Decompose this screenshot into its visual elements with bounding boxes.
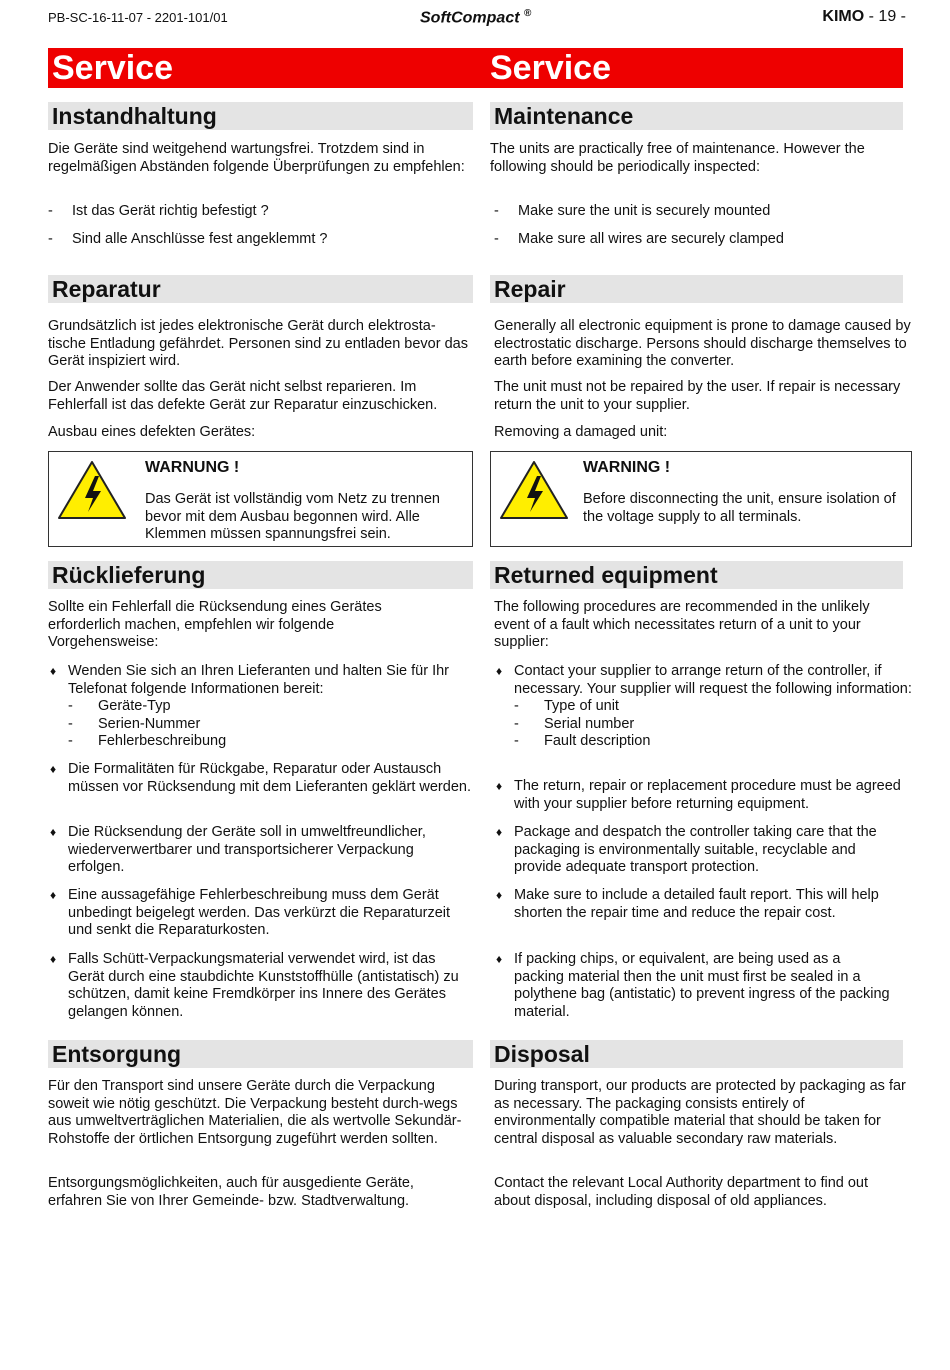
bullet-mark: ♦	[496, 888, 503, 902]
bullet-item-en	[494, 663, 912, 751]
product-name-text: SoftCompact	[420, 9, 520, 27]
bullet-text: Die Rücksendung der Geräte soll in umweltfreundlicher, wiederverwertbarer und transportsicherer Verpackung erfolgen.	[68, 824, 426, 875]
repair-paragraph-1-de: Grundsätzlich ist jedes elektronische Gerät durch elektrosta-tische Entladung gefährdet. Personen sind zu entladen bevor das Gerät inspiziert wird.	[48, 318, 468, 369]
bullet-text: Falls Schütt-Verpackungsmaterial verwendet wird, ist das Gerät durch eine staubdichte Kunststoffhülle (antistatisch) zu schützen, damit keine Fremdkörper ins Innere des Gerätes gelangen können.	[68, 951, 459, 1020]
warning-text-de: Das Gerät ist vollständig vom Netz zu trennen bevor mit dem Ausbau begonnen wird. Alle Klemmen müssen spannungsfrei sein.	[145, 491, 440, 542]
bullet-mark: ♦	[50, 664, 57, 678]
sub-item-text: Type of unit	[544, 698, 619, 714]
dash-mark: -	[68, 733, 73, 749]
repair-paragraph-3-de: Ausbau eines defekten Gerätes:	[48, 424, 256, 440]
repair-paragraph-2-de: Der Anwender sollte das Gerät nicht selbst reparieren. Im Fehlerfall ist das defekte Gerät zur Reparatur einzuschicken.	[48, 379, 438, 413]
check-text: Make sure the unit is securely mounted	[518, 203, 771, 219]
check-text: Ist das Gerät richtig befestigt ?	[72, 203, 269, 219]
warning-title-en: WARNING !	[583, 459, 671, 476]
repair-paragraph-3-en: Removing a damaged unit:	[494, 424, 668, 440]
dash-mark: -	[514, 733, 519, 749]
bullet-text: Eine aussagefähige Fehlerbeschreibung muss dem Gerät unbedingt beigelegt werden. Das verkürzt die Reparaturzeit und senkt die Reparaturkosten.	[68, 887, 451, 938]
dash-mark: -	[514, 715, 519, 732]
sub-item	[514, 716, 912, 734]
returns-intro-de: Sollte ein Fehlerfall die Rücksendung eines Gerätes erforderlich machen, empfehlen wir folgende Vorgehensweise:	[48, 599, 382, 650]
sub-item-text: Serien-Nummer	[98, 715, 201, 732]
maintenance-intro-en: The units are practically free of maintenance. However the following should be periodically inspected:	[490, 141, 865, 175]
bullet-item-de	[48, 887, 473, 941]
sub-item-text: Fault description	[544, 733, 651, 749]
bullet-item-en	[494, 778, 904, 818]
sub-item	[514, 698, 912, 716]
bullet-text: Contact your supplier to arrange return of the controller, if necessary. Your supplier will request the following information:	[514, 663, 912, 697]
bullet-item-en	[494, 951, 894, 1023]
banner-title-right: Service	[490, 49, 611, 87]
disposal-paragraph-1-de: Für den Transport sind unsere Geräte durch die Verpackung soweit wie nötig geschützt. Die Verpackung besteht durch-wegs aus umweltverträglichen Materialien, die als wertvolle Sekundär-Rohstoffe der örtlichen Entsorgung zugeführt werden sollten.	[48, 1078, 462, 1147]
product-name	[420, 8, 531, 27]
maintenance-intro-de: Die Geräte sind weitgehend wartungsfrei. Trotzdem sind in regelmäßigen Abständen folgende Überprüfungen zu empfehlen:	[48, 141, 465, 175]
sub-item	[68, 698, 473, 716]
section-heading-ruecklieferung: Rücklieferung	[48, 561, 473, 589]
check-text: Make sure all wires are securely clamped	[518, 231, 784, 247]
bullet-text: If packing chips, or equivalent, are being used as a packing material then the unit must first be sealed in a polythene bag (antistatic) to prevent ingress of the packing material.	[514, 951, 890, 1020]
repair-paragraph-1-en: Generally all electronic equipment is prone to damage caused by electrostatic discharge. Persons should discharge themselves to earth before examining the converter.	[494, 318, 911, 369]
dash-mark: -	[68, 698, 73, 714]
document-reference: PB-SC-16-11-07 - 2201-101/01	[48, 10, 228, 25]
bullet-text: Wenden Sie sich an Ihren Lieferanten und halten Sie für Ihr Telefonat folgende Informationen bereit:	[68, 663, 450, 697]
bullet-mark: ♦	[496, 779, 503, 793]
disposal-paragraph-2-en: Contact the relevant Local Authority department to find out about disposal, including disposal of old appliances.	[494, 1175, 869, 1209]
check-text: Sind alle Anschlüsse fest angeklemmt ?	[72, 231, 328, 247]
bullet-mark: ♦	[496, 825, 503, 839]
bullet-mark: ♦	[50, 888, 57, 902]
bullet-text: The return, repair or replacement procedure must be agreed with your supplier before returning equipment.	[514, 778, 901, 812]
dash-mark: -	[68, 715, 73, 732]
section-heading-disposal: Disposal	[490, 1040, 903, 1068]
registered-mark: ®	[524, 8, 532, 19]
bullet-mark: ♦	[496, 664, 503, 678]
bullet-mark: ♦	[50, 762, 57, 776]
repair-paragraph-2-en: The unit must not be repaired by the user. If repair is necessary return the unit to your supplier.	[494, 379, 901, 413]
bullet-mark: ♦	[50, 952, 57, 966]
dash-mark: -	[514, 698, 519, 714]
section-heading-instandhaltung: Instandhaltung	[48, 102, 473, 130]
page-indicator	[822, 8, 906, 26]
bullet-item-de	[48, 761, 473, 815]
bullet-item-de	[48, 951, 473, 1023]
warning-text-en: Before disconnecting the unit, ensure isolation of the voltage supply to all terminals.	[583, 491, 896, 525]
warning-box-en	[490, 451, 912, 547]
bullet-mark: ♦	[50, 825, 57, 839]
dash-mark: -	[48, 231, 53, 247]
warning-title-de: WARNUNG !	[145, 459, 240, 476]
section-heading-entsorgung: Entsorgung	[48, 1040, 473, 1068]
warning-box-de	[48, 451, 473, 547]
bullet-mark: ♦	[496, 952, 503, 966]
sub-item	[68, 733, 473, 751]
sub-item-text: Geräte-Typ	[98, 698, 171, 714]
high-voltage-warning-icon	[497, 458, 571, 522]
dash-mark: -	[48, 203, 53, 219]
sub-item	[514, 733, 912, 751]
disposal-paragraph-2-de: Entsorgungsmöglichkeiten, auch für ausgediente Geräte, erfahren Sie von Ihrer Gemeinde- bzw. Stadtverwaltung.	[48, 1175, 414, 1209]
sub-item	[68, 716, 473, 734]
section-heading-returned-equipment: Returned equipment	[490, 561, 903, 589]
disposal-paragraph-1-en: During transport, our products are protected by packaging as far as necessary. The packaging consists entirely of environmentally compatible material that should be taken for central disposal as valuable secondary raw materials.	[494, 1078, 906, 1147]
bullet-text: Package and despatch the controller taking care that the packaging is environmentally suitable, recyclable and provide adequate transport protection.	[514, 824, 877, 875]
dash-mark: -	[494, 231, 499, 247]
bullet-item-de	[48, 824, 473, 878]
page-number: - 19 -	[868, 8, 906, 25]
returns-intro-en: The following procedures are recommended in the unlikely event of a fault which necessitates return of a unit to your supplier:	[494, 599, 870, 650]
service-banner	[48, 48, 903, 88]
brand-name: KIMO	[822, 8, 865, 25]
banner-title-left: Service	[52, 49, 173, 87]
section-heading-reparatur: Reparatur	[48, 275, 473, 303]
bullet-item-en	[494, 887, 906, 927]
bullet-item-de	[48, 663, 473, 751]
dash-mark: -	[494, 203, 499, 219]
sub-item-text: Fehlerbeschreibung	[98, 733, 227, 749]
high-voltage-warning-icon	[55, 458, 129, 522]
section-heading-repair: Repair	[490, 275, 903, 303]
section-heading-maintenance: Maintenance	[490, 102, 903, 130]
bullet-text: Make sure to include a detailed fault report. This will help shorten the repair time and reduce the repair cost.	[514, 887, 879, 921]
bullet-text: Die Formalitäten für Rückgabe, Reparatur oder Austausch müssen vor Rücksendung mit dem Lieferanten geklärt werden.	[68, 761, 471, 795]
bullet-item-en	[494, 824, 904, 878]
sub-item-text: Serial number	[544, 715, 635, 732]
